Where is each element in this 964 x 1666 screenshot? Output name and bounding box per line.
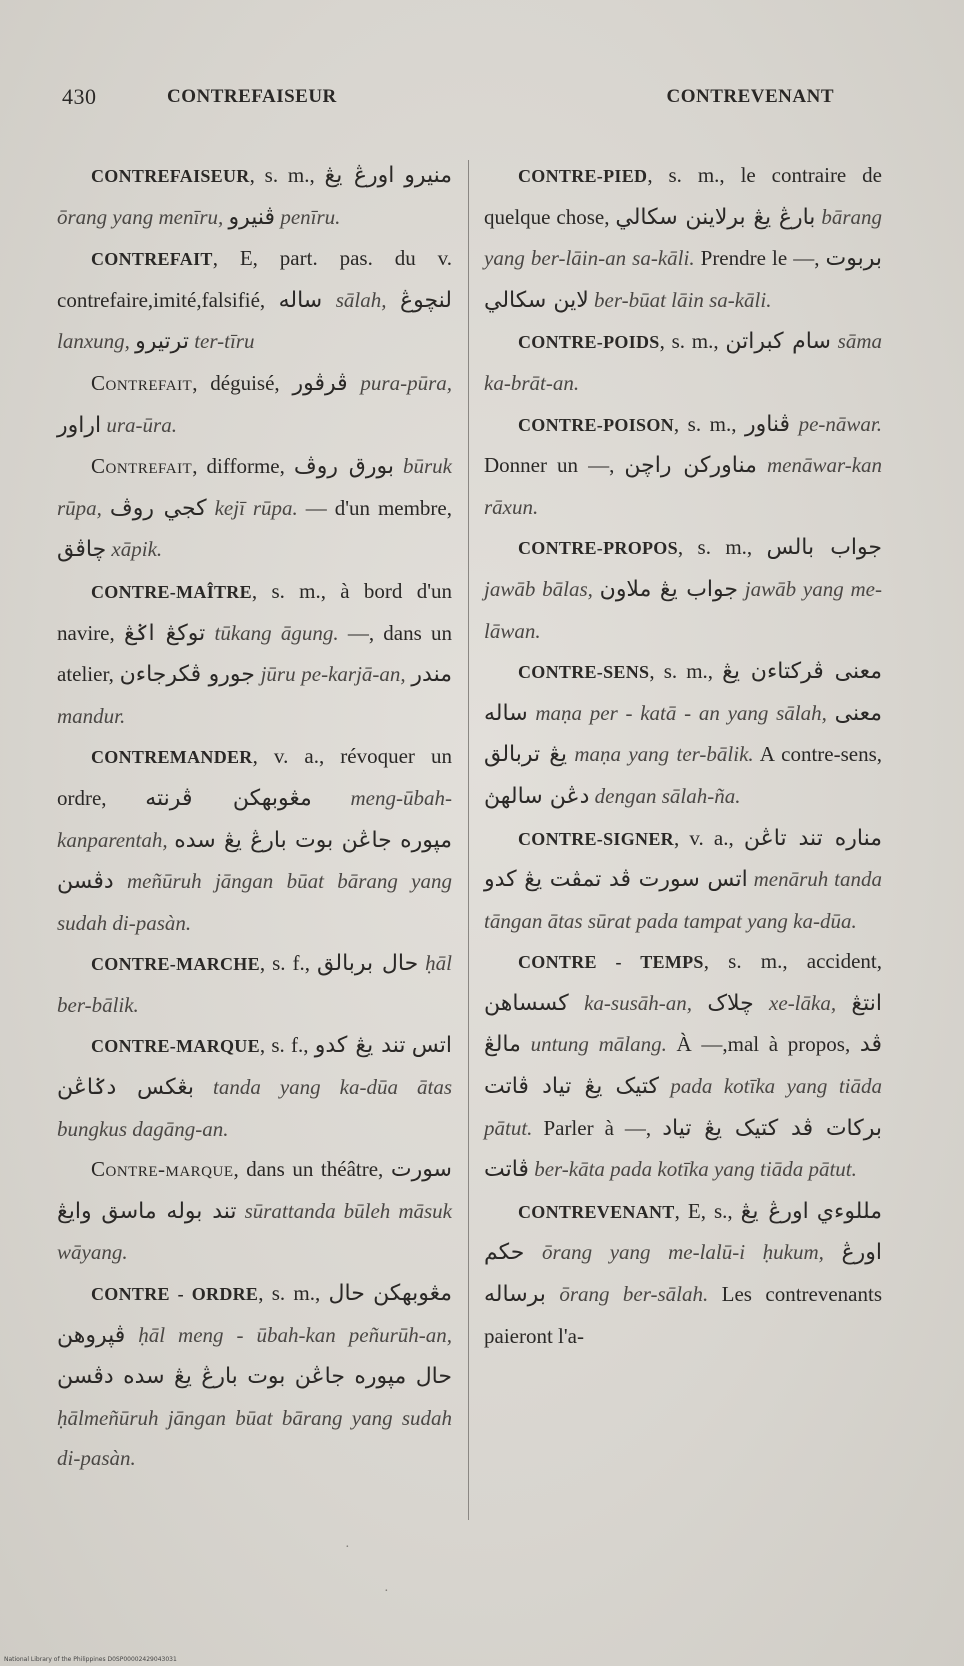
jawi-text: جورو ڤکرجاءن [119,662,255,688]
dictionary-entry-contre-marque-theatre [57,1149,452,1273]
definition-text: , s. m., le contraire de quelque chose, [484,163,882,229]
jawi-text: بورق روڤ [293,454,394,480]
headword: CONTREVENANT [518,1201,675,1222]
transliteration: mandur. [57,703,126,728]
definition-text [312,786,351,810]
headword: CONTREFAIT [91,249,213,270]
definition-text: — d'un membre, [297,495,452,520]
dictionary-entry-contremander [57,736,452,943]
dictionary-entry-contre-poison [484,404,882,528]
transliteration: ka-susāh-an, [584,990,692,1015]
jawi-text: ڤرڤور [292,370,348,396]
library-credit: National Library of the Philippines D0SP00002429043031 [4,1656,177,1663]
jawi-text: سام کبراتن [725,329,831,355]
running-header [62,84,834,114]
dictionary-entry-contrefaiseur [57,155,452,238]
definition-text [386,288,399,312]
transliteration: menāwar-kan rāxun. [484,453,883,519]
transliteration: dengan sālah-ña. [594,783,741,808]
jawi-text: انتڠ مالڠ [484,990,882,1058]
headword: CONTRE-MAÎTRE [91,581,252,602]
headword: CONTRE - ORDRE [91,1284,259,1305]
jawi-text: مڠوبهکن ڤرنته [145,785,312,811]
definition-text: Les contrevenants paieront l'a- [484,1282,882,1348]
transliteration: pada kotīka yang tiāda pātut. [484,1074,882,1140]
definition-text [524,1240,542,1264]
definition-text [237,1199,245,1223]
definition-text [322,288,335,312]
dictionary-entry-contre-signer [484,818,882,942]
transliteration: ber-kāta pada kotīka yang tiāda pātut. [534,1157,857,1182]
definition-text [754,991,769,1015]
jawi-text: جواب يڠ ملاون [599,576,739,602]
headword: CONTREFAISEUR [91,166,250,186]
definition-text [114,869,127,893]
jawi-text: تند يڠ کدو [314,1033,406,1059]
dictionary-entry-contrevenant [484,1191,882,1356]
left-column [57,155,452,1479]
jawi-text: ڤناور [744,411,791,437]
transliteration: būruk rūpa, [57,454,452,520]
jawi-text: منيرو [404,163,453,188]
headword: CONTRE-PROPOS [518,538,678,559]
transliteration: meñūruh jāngan būat bārang yang sudah di-pasàn. [57,869,452,935]
right-column [484,155,882,1356]
transliteration: ḥāl meng - ūbah-kan peñurūh-an, [138,1322,452,1347]
transliteration: ḥāl ber-bālik. [57,951,452,1017]
transliteration: untung mālang. [530,1032,667,1057]
definition-text [836,991,851,1015]
jawi-text: جواب بالس [766,535,882,561]
transliteration: lanxung, [57,329,130,354]
dictionary-entry-contrefait-deguise [57,363,452,446]
jawi-text: ترتيرو [135,329,189,355]
definition-text: , dans un théâtre, [233,1157,391,1182]
definition-text [546,1282,559,1306]
jawi-text: سورت تند بوله ماسق وايڠ [57,1157,452,1224]
jawi-text: حال مپوره جاڠن بوت بارڠ يڠ سده دڤسن [57,1364,452,1390]
definition-text: , s. m., [649,659,723,684]
headword: CONTRE-SENS [518,662,650,683]
definition-text: , s. m., [258,1281,329,1306]
jawi-text: اورڠ برساله [484,1240,882,1308]
transliteration: maṇa per - katā - an yang sālah, [535,700,827,725]
jawi-text: ساله [278,287,323,313]
jawi-text: ڤد کتيک يڠ تياد ڤاتت [484,1032,882,1100]
jawi-text: بربوت لاين سکالي [484,246,882,313]
definition-text [365,1281,373,1305]
jawi-text: توکڠ اݢڠ [123,620,206,646]
definition-text: , E, part. pas. du v. contrefaire,imité,falsifié, [57,246,452,312]
definition-text [348,371,361,395]
definition-text [824,1240,842,1264]
definition-text [102,496,110,520]
jawi-text: مڠوبهکن ڤپروهن [57,1281,452,1348]
jawi-text: معنى ڤرکتاءن يڠ ساله [484,659,882,726]
definition-text: , E, s., [674,1198,741,1223]
headword: CONTREMANDER [91,747,253,768]
sub-headword: Contrefait [91,454,193,479]
definition-text: , v. a., [673,825,744,850]
header-left-guide-word: CONTREFAISEUR [167,86,337,107]
definition-text: , s. m., [673,411,745,436]
definition-text [569,991,584,1015]
definition-text: , déguisé, [192,370,293,395]
transliteration: jawāb yang me-lāwan. [484,576,882,643]
definition-text [790,412,799,436]
definition-text: , s. m., [659,329,726,354]
definition-text [205,621,214,645]
transliteration: tanda yang ka-dūa ātas bungkus dagāng-an. [57,1075,452,1141]
headword: CONTRE-POIDS [518,332,660,353]
headword: CONTRE - TEMPS [518,952,704,973]
jawi-text: چاڤق [57,537,107,563]
transliteration: xe-lāka, [769,990,837,1015]
jawi-text: ڤنيرو [228,204,276,230]
definition-text: À —,mal à propos, [666,1032,860,1057]
definition-text: , s. m., à bord d'un navire, [57,578,452,645]
dictionary-entry-contre-poids [484,321,882,403]
definition-text [394,454,403,478]
headword: CONTRE-PIED [518,166,648,186]
dictionary-entry-contre-sens [484,651,882,817]
definition-text: , s. f., [259,951,318,976]
jawi-text: دڠن سالهڽ [484,783,590,809]
jawi-text: اتس بڠکس دݢاڠن [57,1033,453,1101]
transliteration: ḥālmeñūruh jāngan būat bārang yang sudah di-pasàn. [57,1405,452,1471]
jawi-text: لنچوڠ [399,287,452,313]
jawi-text: مپوره جاڠن بوت بارڠ يڠ سده دڤسن [57,827,453,895]
definition-text [809,1199,817,1223]
jawi-text: چلاک [707,990,754,1016]
definition-text: Parler à —, [532,1115,663,1140]
transliteration: tūkang āgung. [214,620,339,645]
jawi-text: مناره تند تاڠن اتس سورت ڤد تمڤت يڠ کدو [484,825,882,893]
definition-text [827,701,835,725]
dictionary-entry-contre-pied [484,155,882,321]
definition-text [125,1323,138,1347]
jawi-text: مندر [411,662,453,688]
transliteration: ber-būat lāin sa-kāli. [594,287,772,312]
dictionary-entry-contre-marque [57,1025,452,1149]
definition-text [593,577,600,601]
definition-text: , s. m., accident, [703,949,882,974]
definition-text [659,1074,670,1098]
transliteration: jūru pe-karjā-an, [260,662,406,687]
jawi-text: مللوءي حکم [484,1198,883,1266]
transliteration: sāma ka-brāt-an. [484,329,883,395]
jawi-text: برکات ڤد کتيک يڠ تياد ڤاتت [484,1115,882,1183]
definition-text [521,1032,531,1056]
jawi-text: اورڠ يڠ [324,163,395,188]
transliteration: sūrattanda būleh māsuk wāyang. [57,1198,453,1265]
definition-text [194,1075,213,1099]
transliteration: kejī rūpa. [214,495,298,520]
definition-text: Donner un —, [484,453,625,478]
dictionary-entry-contre-maitre [57,571,452,736]
transliteration: pe-nāwar. [798,411,882,436]
jawi-text: حال بربالق [317,951,419,977]
definition-text [831,329,838,353]
transliteration: pura-pūra, [360,370,452,395]
transliteration: xāpik. [111,537,163,562]
headword: CONTRE-MARCHE [91,954,260,975]
jawi-text: معنى يڠ تربالق [484,700,882,768]
transliteration: bārang yang ber-lāin-an sa-kāli. [484,204,883,271]
sub-headword: Contrefait [91,370,193,395]
page-number: 430 [62,84,97,109]
definition-text: —, dans un atelier, [57,620,452,687]
definition-text [757,453,767,477]
definition-text: Prendre le —, [694,246,826,271]
transliteration: sālah, [335,287,387,312]
transliteration: ōrang yang menīru, [57,204,224,229]
transliteration: ter-tīru [194,329,255,354]
definition-text [692,991,707,1015]
transliteration: menāruh tanda tāngan ātas sūrat pada tampat yang ka-dūa. [484,867,883,933]
definition-text: , s. m., [249,163,325,187]
jawi-text: اراور [57,412,102,438]
dictionary-entry-contre-propos [484,527,882,651]
jawi-text: حال [328,1281,365,1307]
jawi-text: بارڠ يڠ برلاينن سکالي [615,204,816,230]
definition-text: , s. f., [259,1033,315,1058]
header-right-guide-word: CONTREVENANT [666,86,834,107]
dictionary-entry-contre-marche [57,943,452,1025]
dictionary-entry-contre-temps [484,941,882,1191]
transliteration: penīru. [280,204,341,229]
transliteration: meng-ūbah-kanparentah, [57,785,452,852]
sub-headword: Contre-marque [91,1157,234,1182]
definition-text [394,163,404,187]
definition-text: A contre-sens, [753,742,883,767]
transliteration: ura-ūra. [106,412,177,437]
definition-text [207,496,215,520]
dictionary-entry-contre-ordre [57,1273,452,1479]
transliteration: ōrang yang me-lalū-i ḥukum, [541,1240,824,1265]
print-smudge: · [345,1540,350,1555]
jawi-text: کجي روڤ [109,495,207,521]
headword: CONTRE-SIGNER [518,828,674,849]
definition-text: , v. a., révoquer un ordre, [57,744,452,810]
definition-text: , s. m., [677,535,767,560]
print-smudge: · [384,1584,389,1599]
jawi-text: کسساهن [484,990,569,1016]
jawi-text: مناورکن راچن [624,453,757,479]
definition-text [738,577,745,601]
transliteration: ōrang ber-sālah. [559,1282,709,1307]
headword: CONTRE-MARQUE [91,1036,260,1057]
headword: CONTRE-POISON [518,414,674,435]
dictionary-entry-contrefait-difforme [57,446,452,571]
dictionary-entry-contrefait [57,238,452,363]
jawi-text: اورڠ يڠ [740,1198,809,1224]
transliteration: jawāb bālas, [484,576,593,601]
column-divider [468,160,469,1520]
definition-text: , difforme, [192,454,294,479]
transliteration: maṇa yang ter-bālik. [574,742,754,767]
